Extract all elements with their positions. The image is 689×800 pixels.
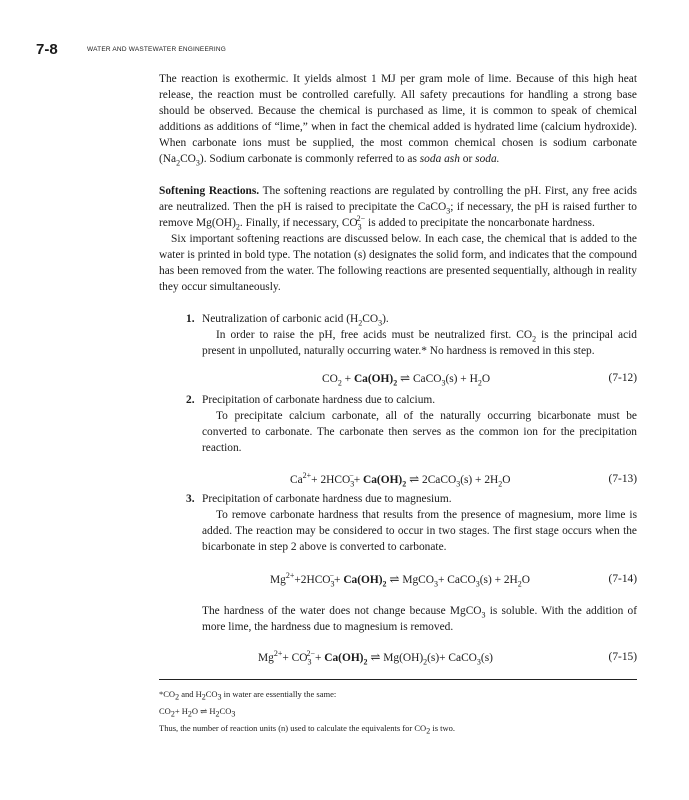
equation-7-12: $CO_2 + Ca(OH)_2$ ⇌ CaCO$_3$(s) + $H_2O$ (7-12) <box>322 371 637 388</box>
run-in-heading: Softening Reactions. <box>159 185 260 197</box>
page-number: 7-8 <box>36 41 58 58</box>
list-item-1 <box>186 311 637 386</box>
item-body: To precipitate calcium carbonate, all of the naturally occurring bicarbonate must be converted to carbonate. The carbonate then serves as the common ion for the precipitation reaction. <box>202 410 637 454</box>
equation-number: (7-12) <box>608 372 637 384</box>
item-title: Neutralization of carbonic acid $(H_2CO_3)$. <box>202 313 389 328</box>
paragraph-six-reactions: Six important softening reactions are discussed below. In each case, the chemical that is added to the water is printed in bold type. The notation (s) designates the solid form, and indicates that the compound has been removed from the water. The following reactions are presented sequentially, although in reality they occur simultaneously. <box>159 233 637 293</box>
footnote-line: $*CO_2$ and $H_2CO_3$ in water are essentially the same: <box>159 689 337 702</box>
body-text <box>159 71 637 295</box>
equation-number: (7-15) <box>608 651 637 663</box>
paragraph-softening-reactions: Softening Reactions. The softening reactions are regulated by controlling the pH. First, any free acids are neutralized. Then the pH is raised to precipitate the CaCO$_3$; if necessary, the pH is raised further to remove $Mg(OH)_2$. Finally, if necessary, $CO_3^{2-}$ is added to precipitate the noncarbonate hardness. <box>159 185 637 232</box>
item-number: 1. <box>186 313 195 325</box>
footnote-line: Thus, the number of reaction units (n) used to calculate the equivalents for $CO_2$ is two. <box>159 723 455 736</box>
item-title: Precipitation of carbonate hardness due to calcium. <box>202 394 436 406</box>
equation-7-15: $Mg^{2+}+ CO_3^{2-}+ Ca(OH)_2$ ⇌ $Mg(OH)_2(s)+$ CaCO$_3$(s) (7-15) <box>258 649 637 667</box>
paragraph-lime-intro: The reaction is exothermic. It yields almost 1 MJ per gram mole of lime. Because of this high heat release, the reaction must be controlled carefully. All safety precautions for handling a strong base should be observed. Because the chemical is purchased as lime, it is common to speak of chemical additions as additions of “lime,” when in fact the chemical added is hydrated lime (calcium hydroxide). When carbonate ions must be supplied, the most common chemical chosen is sodium carbonate $(Na_2CO_3)$. Sodium carbonate is commonly referred to as soda ash or soda. <box>159 73 637 168</box>
running-head: WATER AND WASTEWATER ENGINEERING <box>87 46 227 53</box>
item-body: To remove carbonate hardness that results from the presence of magnesium, more lime is added. The reaction may be considered to occur in two stages. The first stage occurs when the bicarbonate in step 2 above is converted to carbonate. <box>202 509 637 553</box>
item-number: 3. <box>186 493 195 505</box>
equation-7-13: $Ca^{2+}+ 2HCO_3^-+ Ca(OH)_2$ ⇌ 2CaCO$_3$(s) + $2H_2O$ (7-13) <box>290 471 637 489</box>
footnote-equation: $CO_2+ H_2O$ ⇌ $H_2CO_3$ <box>159 706 236 719</box>
equation-7-14: $Mg^{2+}+2HCO_3^-+ Ca(OH)_2$ ⇌ MgCO$_3$+ CaCO$_3$(s) + $2H_2O$ (7-14) <box>270 571 637 589</box>
item-body: In order to raise the pH, free acids must be neutralized first. $CO_2$ is the principal acid present in unpolluted, naturally occurring water.* No hardness is removed in this step. <box>202 329 637 357</box>
list-item-3 <box>186 491 637 665</box>
item-title: Precipitation of carbonate hardness due to magnesium. <box>202 493 452 505</box>
footnote-rule <box>159 679 637 680</box>
equation-number: (7-14) <box>608 573 637 585</box>
footnotes <box>159 686 637 737</box>
item-after-text: The hardness of the water does not change because MgCO$_3$ is soluble. With the addition of more lime, the hardness due to magnesium is removed. <box>202 605 637 633</box>
list-item-2 <box>186 392 637 487</box>
equation-number: (7-13) <box>608 473 637 485</box>
item-number: 2. <box>186 394 195 406</box>
